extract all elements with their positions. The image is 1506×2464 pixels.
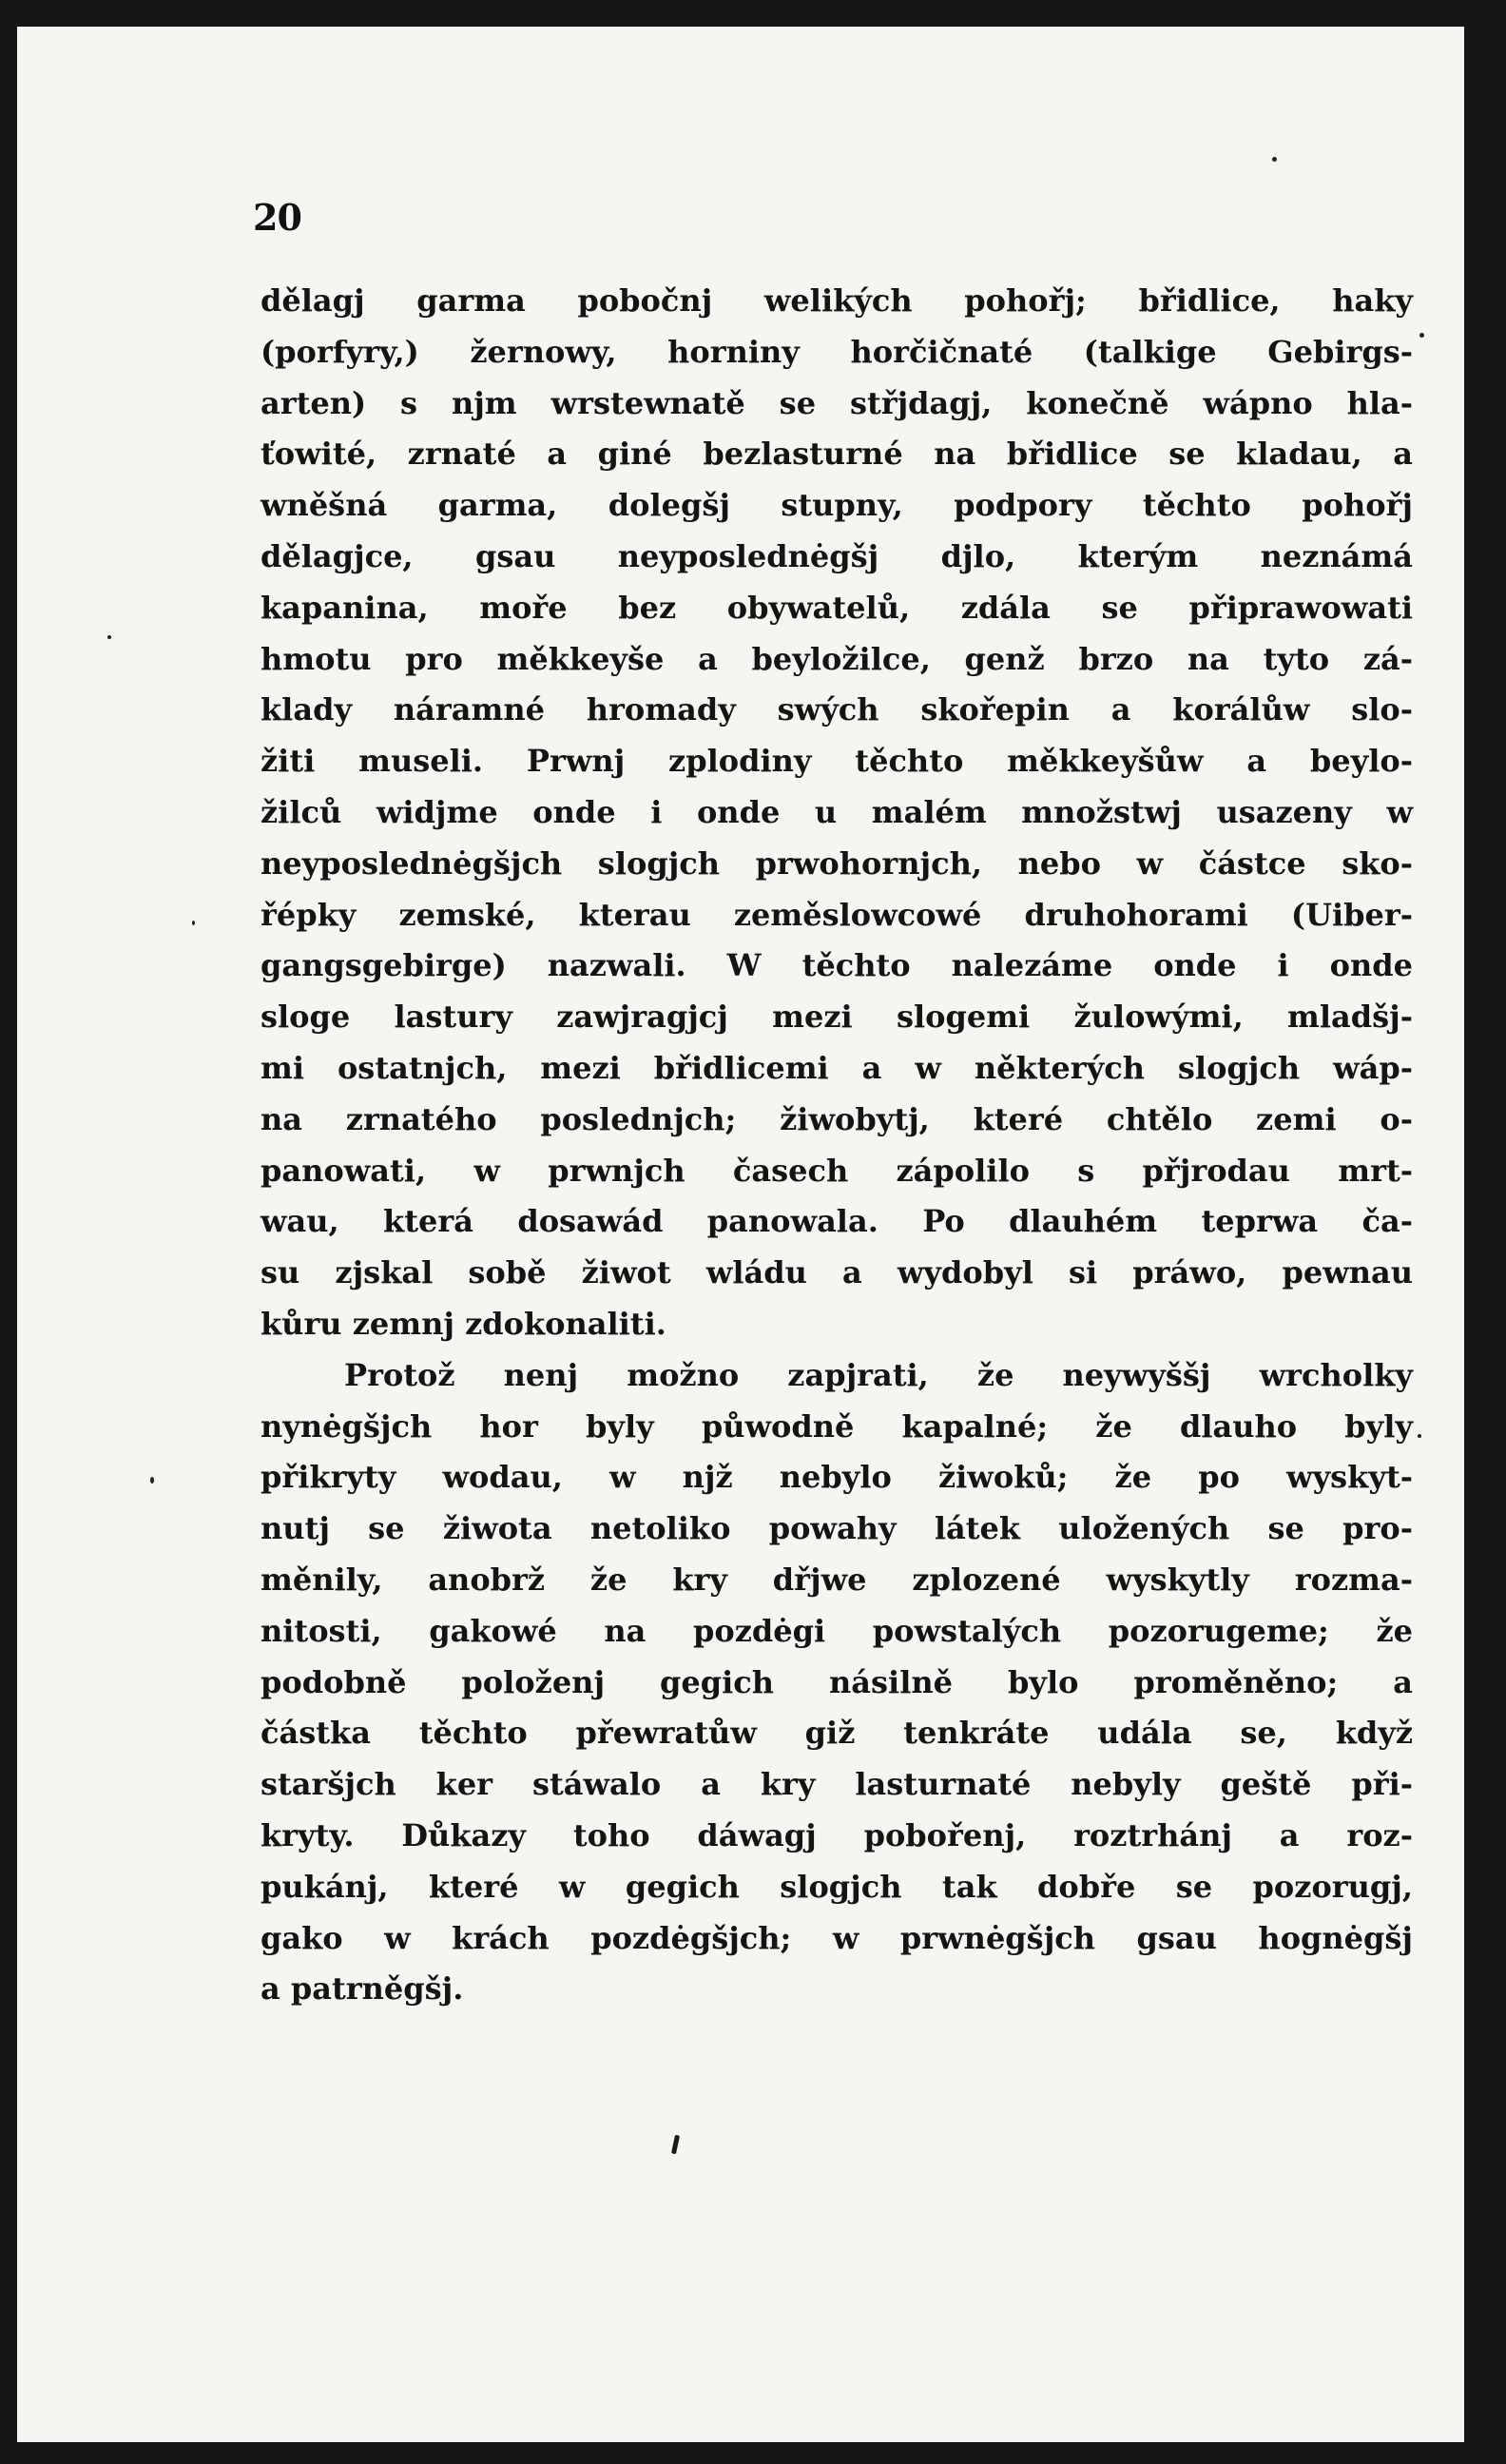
ink-speck bbox=[150, 1477, 154, 1484]
text-line: dělagj garma pobočnj welikých pohořj; břidlice, haky bbox=[261, 282, 1413, 319]
text-line: řépky zemské, kterau zeměslowcowé druhohorami (Uiber- bbox=[261, 896, 1413, 933]
ink-speck bbox=[107, 635, 111, 639]
text-line: kůru zemnj zdokonaliti. bbox=[261, 1305, 666, 1342]
text-line: hmotu pro měkkeyše a beyložilce, genž brzo na tyto zá- bbox=[261, 640, 1413, 677]
text-line: na zrnatého poslednjch; žiwobytj, které chtělo zemi o- bbox=[261, 1100, 1413, 1137]
text-line: žilců widjme onde i onde u malém množstwj usazeny w bbox=[261, 793, 1413, 830]
text-line: sloge lastury zawjragjcj mezi slogemi žulowými, mladšj- bbox=[261, 999, 1413, 1036]
text-line: nutj se žiwota netoliko powahy látek uložených se pro- bbox=[261, 1510, 1413, 1547]
text-line: ťowité, zrnaté a giné bezlasturné na břidlice se kladau, a bbox=[261, 436, 1413, 473]
ink-speck bbox=[1419, 333, 1424, 338]
text-line: su zjskal sobě žiwot wládu a wydobyl si práwo, pewnau bbox=[261, 1254, 1413, 1291]
page-number: 20 bbox=[253, 196, 301, 239]
text-line: nynėgšjch hor byly půwodně kapalné; že dlauho byly bbox=[261, 1407, 1413, 1445]
text-line: nitosti, gakowé na pozdėgi powstalých pozorugeme; že bbox=[261, 1612, 1413, 1649]
text-line: (porfyry,) žernowy, horniny horčičnaté (talkige Gebirgs- bbox=[261, 333, 1413, 370]
text-line: měnily, anobrž že kry dřjwe zplozené wyskytly rozma- bbox=[261, 1561, 1413, 1598]
text-line: a patrněgšj. bbox=[261, 1970, 464, 2008]
text-line: Protož nenj možno zapjrati, že neywyššj wrcholky bbox=[344, 1356, 1413, 1393]
ink-speck bbox=[1418, 1434, 1421, 1438]
body-text bbox=[261, 276, 1413, 2015]
text-line: přikryty wodau, w njž nebylo žiwoků; že po wyskyt- bbox=[261, 1459, 1413, 1496]
text-line: staršjch ker stáwalo a kry lasturnaté nebyly geště při- bbox=[261, 1766, 1413, 1803]
text-line: gako w krách pozdėgšjch; w prwnėgšjch gsau hognėgšj bbox=[261, 1919, 1413, 1956]
text-line: mi ostatnjch, mezi břidlicemi a w některých slogjch wáp- bbox=[261, 1049, 1413, 1086]
text-line: wněšná garma, dolegšj stupny, podpory těchto pohořj bbox=[261, 487, 1413, 524]
text-line: žiti museli. Prwnj zplodiny těchto měkkeyšůw a beylo- bbox=[261, 743, 1413, 780]
text-line: neyposlednėgšjch slogjch prwohornjch, nebo w částce sko- bbox=[261, 844, 1413, 882]
text-line: wau, která dosawád panowala. Po dlauhém teprwa ča- bbox=[261, 1203, 1413, 1240]
ink-speck bbox=[192, 921, 195, 925]
text-line: gangsgebirge) nazwali. W těchto nalezáme onde i onde bbox=[261, 947, 1413, 984]
book-page bbox=[17, 27, 1464, 2442]
text-line: kryty. Důkazy toho dáwagj pobořenj, roztrhánj a roz- bbox=[261, 1816, 1413, 1853]
text-line: panowati, w prwnjch časech zápolilo s přjrodau mrt- bbox=[261, 1152, 1413, 1189]
text-line: podobně položenj gegich násilně bylo proměněno; a bbox=[261, 1663, 1413, 1700]
text-line: klady náramné hromady swých skořepin a korálůw slo- bbox=[261, 691, 1413, 728]
text-line: částka těchto přewratůw giž tenkráte udála se, když bbox=[261, 1715, 1413, 1752]
text-line: dělagjce, gsau neyposlednėgšj djlo, kterým neznámá bbox=[261, 537, 1413, 574]
text-line: arten) s njm wrstewnatě se střjdagj, konečně wápno hla- bbox=[261, 384, 1413, 421]
text-line: pukánj, které w gegich slogjch tak dobře se pozorugj, bbox=[261, 1868, 1413, 1905]
text-line: kapanina, moře bez obywatelů, zdála se připrawowati bbox=[261, 589, 1413, 626]
ink-speck bbox=[1272, 157, 1277, 162]
